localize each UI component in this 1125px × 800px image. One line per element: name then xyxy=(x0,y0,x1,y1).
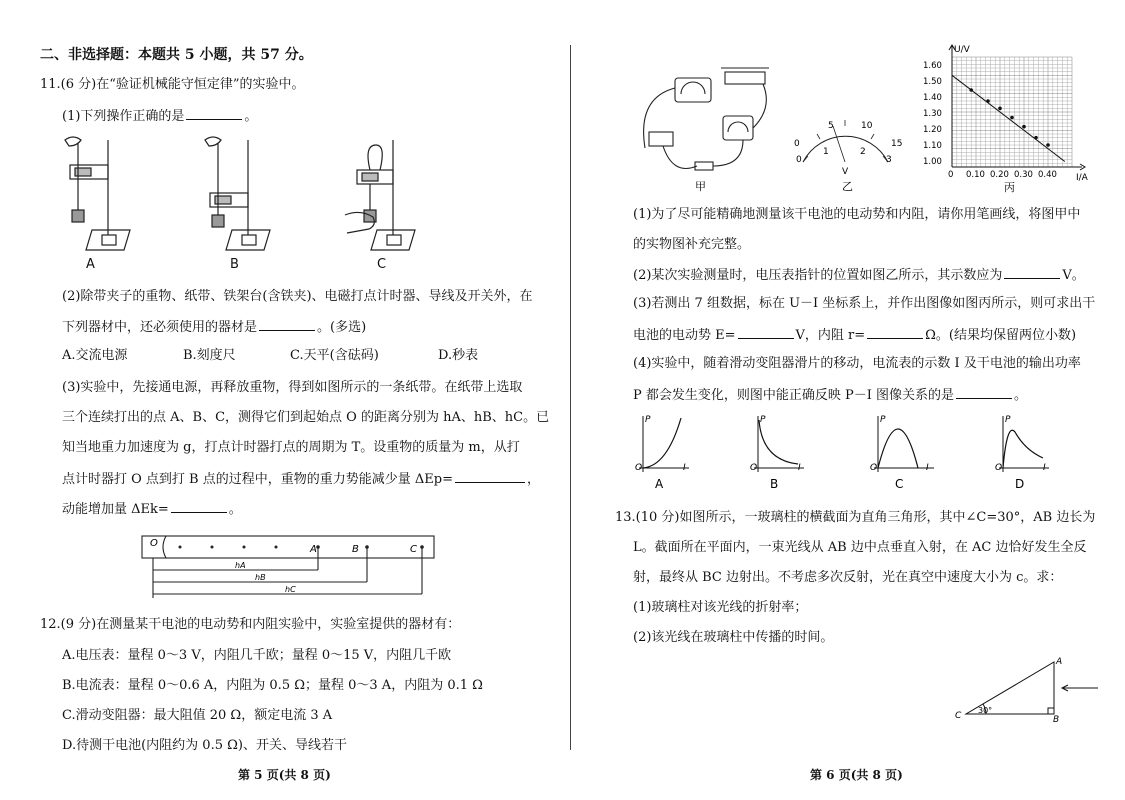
option-a: A.交流电源 xyxy=(62,348,128,363)
answer-blank[interactable] xyxy=(738,326,794,339)
fig-label-bing: 丙 xyxy=(1004,181,1015,194)
voltmeter-bottom-1: 1 xyxy=(823,147,829,157)
q12-item-b: B.电流表：量程 0～0.6 A，内阻为 0.5 Ω；量程 0～3 A，内阻为 0.1 Ω xyxy=(62,678,483,693)
answer-blank[interactable] xyxy=(1004,266,1060,279)
voltmeter-end-15: 15 xyxy=(891,139,903,149)
q12-part3-line2: 电池的电动势 E= V，内阻 r= Ω。(结果均保留两位小数) xyxy=(633,328,1077,343)
pi-i-a: I xyxy=(683,463,686,473)
q12-item-c: C.滑动变阻器：最大阻值 20 Ω，额定电流 3 A xyxy=(62,708,333,723)
voltmeter-unit: V xyxy=(842,167,849,177)
ytick-1.40: 1.40 xyxy=(923,93,942,103)
fig-label-c: C xyxy=(377,257,387,272)
pi-o-d: O xyxy=(995,463,1003,473)
footer-left: 第 5 页(共 8 页) xyxy=(238,768,331,782)
footer-right: 第 6 页(共 8 页) xyxy=(810,768,903,782)
xtick-0.10: 0.10 xyxy=(966,170,985,180)
tape-label-a: A xyxy=(310,544,317,555)
answer-blank[interactable] xyxy=(455,470,525,483)
q12-part1-line1: (1)为了尽可能精确地测量该干电池的电动势和内阻，请你用笔画线，将图甲中 xyxy=(633,207,1081,222)
paper-tape-figure xyxy=(140,532,440,602)
option-c: C.天平(含砝码) xyxy=(290,348,379,363)
tri-label-c: C xyxy=(955,711,962,721)
q12-part3-line1: (3)若测出 7 组数据，标在 U－I 坐标系上，并作出图像如图丙所示，则可求出干 xyxy=(633,296,1096,311)
q12-part2: (2)某次实验测量时，电压表指针的位置如图乙所示，其示数应为 V。 xyxy=(633,268,1085,283)
apparatus-a xyxy=(65,137,130,250)
q12-item-d: D.待测干电池(内阻约为 0.5 Ω)、开关、导线若干 xyxy=(62,738,347,753)
q11-part2-line1: (2)除带夹子的重物、纸带、铁架台(含铁夹)、电磁打点计时器、导线及开关外，在 xyxy=(62,289,533,304)
q13-line1: 13.(10 分)如图所示，一玻璃柱的横截面为直角三角形，其中∠C=30°，AB 边长为 xyxy=(615,510,1096,525)
apparatus-figures xyxy=(50,135,430,275)
tape-label-b: B xyxy=(352,544,359,555)
answer-blank[interactable] xyxy=(186,107,242,120)
answer-blank[interactable] xyxy=(259,318,315,331)
pi-p-b: P xyxy=(760,415,766,425)
answer-blank[interactable] xyxy=(171,500,227,513)
pi-graph-a xyxy=(635,415,689,491)
ytick-1.60: 1.60 xyxy=(923,61,942,71)
q13-line3: 射，最终从 BC 边射出。不考虑多次反射，光在真空中速度大小为 c。求： xyxy=(633,570,1063,585)
data-point-6 xyxy=(1046,143,1050,147)
tape-label-c: C xyxy=(410,544,417,555)
pi-i-b: I xyxy=(798,463,801,473)
tape-dim-hc: hC xyxy=(285,585,296,594)
fig-label-jia: 甲 xyxy=(695,180,706,193)
ytick-1.10: 1.10 xyxy=(923,141,942,151)
section-title: 二、非选择题：本题共 5 小题，共 57 分。 xyxy=(40,47,313,63)
pi-o-b: O xyxy=(750,463,758,473)
ytick-1.20: 1.20 xyxy=(923,125,942,135)
voltmeter-top-10: 10 xyxy=(861,121,873,131)
q11-part3-line5: 动能增加量 ΔEk= 。 xyxy=(62,502,242,517)
q12-item-a: A.电压表：量程 0～3 V，内阻几千欧；量程 0～15 V，内阻几千欧 xyxy=(62,648,452,663)
pi-i-d: I xyxy=(1043,463,1046,473)
data-point-0 xyxy=(969,88,973,92)
tri-label-b: B xyxy=(1053,715,1060,725)
graph-ylabel: U/V xyxy=(954,45,970,55)
q11-part3-line4: 点计时器打 O 点到打 B 点的过程中，重物的重力势能减少量 ΔEp= ， xyxy=(62,472,540,487)
ui-graph-bing xyxy=(920,42,1095,194)
pi-p-d: P xyxy=(1005,415,1011,425)
pi-graph-c xyxy=(870,415,934,491)
graph-xlabel: I/A xyxy=(1076,173,1088,183)
voltmeter-figure-yi xyxy=(788,112,908,192)
voltmeter-bottom-2: 2 xyxy=(860,147,866,157)
xtick-0.30: 0.30 xyxy=(1014,170,1033,180)
data-point-1 xyxy=(986,99,990,103)
voltmeter-top-5: 5 xyxy=(828,121,834,131)
tape-label-o: O xyxy=(150,538,158,549)
pi-p-c: P xyxy=(880,415,886,425)
q11-part3-line3: 知当地重力加速度为 g，打点计时器打点的周期为 T。设重物的质量为 m，从打 xyxy=(62,440,520,455)
q11-part3-line2: 三个连续打出的点 A、B、C，测得它们到起始点 O 的距离分别为 hA、hB、hC。已 xyxy=(62,410,550,425)
pi-label-c: C xyxy=(895,477,904,491)
data-point-2 xyxy=(998,107,1002,111)
q12-part1-line2: 的实物图补充完整。 xyxy=(633,237,751,252)
xtick-0: 0 xyxy=(948,170,954,180)
voltmeter-end-0: 0 xyxy=(794,139,800,149)
q13-sub1: (1)玻璃柱对该光线的折射率； xyxy=(633,600,808,615)
ytick-1.30: 1.30 xyxy=(923,109,942,119)
q11-stem: 11.(6 分)在“验证机械能守恒定律”的实验中。 xyxy=(40,77,305,92)
xtick-0.40: 0.40 xyxy=(1038,170,1057,180)
pi-graph-options xyxy=(625,410,1065,495)
ytick-1.50: 1.50 xyxy=(923,77,942,87)
answer-blank[interactable] xyxy=(867,326,923,339)
q13-sub2: (2)该光线在玻璃柱中传播的时间。 xyxy=(633,630,834,645)
tape-dim-ha: hA xyxy=(235,561,246,570)
glass-prism-figure xyxy=(950,652,1105,727)
data-point-5 xyxy=(1034,136,1038,140)
q12-stem: 12.(9 分)在测量某干电池的电动势和内阻实验中，实验室提供的器材有： xyxy=(40,617,461,632)
q12-part4-line1: (4)实验中，随着滑动变阻器滑片的移动，电流表的示数 I 及干电池的输出功率 xyxy=(633,356,1081,371)
option-b: B.刻度尺 xyxy=(183,348,236,363)
pi-label-d: D xyxy=(1015,477,1025,491)
fig-label-a: A xyxy=(86,257,95,272)
voltmeter-bottom-0: 0 xyxy=(796,155,802,165)
xtick-0.20: 0.20 xyxy=(990,170,1009,180)
answer-blank[interactable] xyxy=(956,386,1012,399)
data-point-4 xyxy=(1022,125,1026,129)
pi-o-a: O xyxy=(635,463,643,473)
pi-i-c: I xyxy=(926,463,929,473)
fig-label-b: B xyxy=(230,257,239,272)
page-divider xyxy=(570,45,571,750)
q11-part2-line2: 下列器材中，还必须使用的器材是 。(多选) xyxy=(62,320,367,335)
fig-label-yi: 乙 xyxy=(842,180,853,192)
q12-part4-line2: P 都会发生变化，则图中能正确反映 P－I 图像关系的是 。 xyxy=(633,388,1028,403)
pi-o-c: O xyxy=(870,463,878,473)
tri-angle: 30° xyxy=(978,706,993,715)
option-d: D.秒表 xyxy=(438,348,479,363)
circuit-figure-jia xyxy=(635,58,785,193)
apparatus-b xyxy=(205,137,270,250)
pi-label-a: A xyxy=(655,477,664,491)
pi-graph-d xyxy=(995,415,1049,491)
data-point-3 xyxy=(1010,116,1014,120)
apparatus-c xyxy=(345,140,415,250)
ytick-1.00: 1.00 xyxy=(923,157,942,167)
q11-part3-line1: (3)实验中，先接通电源，再释放重物，得到如图所示的一条纸带。在纸带上选取 xyxy=(62,380,523,395)
tape-dim-hb: hB xyxy=(255,573,266,582)
pi-label-b: B xyxy=(770,477,779,491)
pi-graph-b xyxy=(750,415,804,491)
tri-label-a: A xyxy=(1056,657,1063,667)
q11-part1: (1)下列操作正确的是 。 xyxy=(62,109,258,124)
q13-line2: L。截面所在平面内，一束光线从 AB 边中点垂直入射，在 AC 边恰好发生全反 xyxy=(633,540,1087,555)
voltmeter-bottom-3: 3 xyxy=(886,155,892,165)
pi-p-a: P xyxy=(645,415,651,425)
